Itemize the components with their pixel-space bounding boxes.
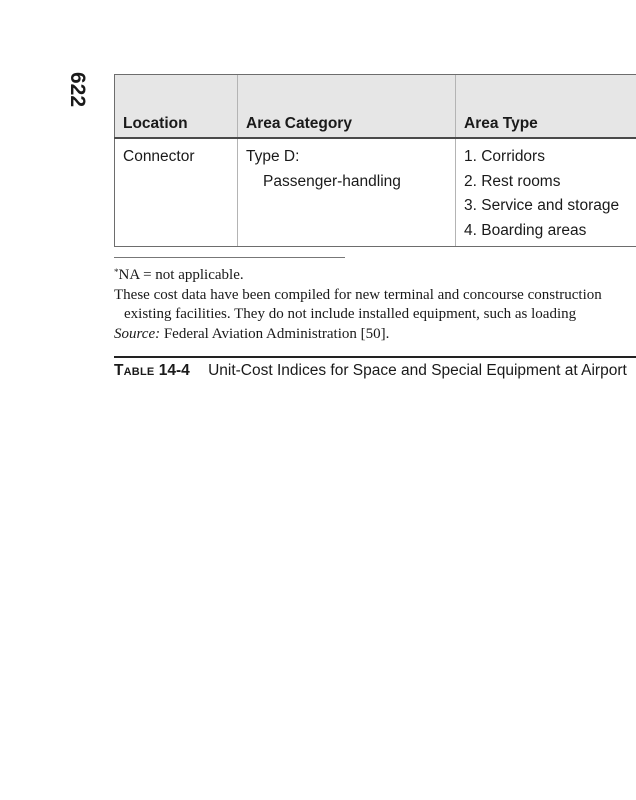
unit-cost-table	[114, 74, 636, 247]
footnote-na	[114, 266, 636, 286]
area-category-cell	[238, 138, 456, 247]
footnote-marker: *	[114, 267, 119, 277]
cost-note-line-1: These cost data have been compiled for new terminal and concourse construction	[114, 286, 602, 303]
source-text: Federal Aviation Administration [50].	[163, 325, 390, 342]
footnote-divider	[114, 257, 345, 258]
category-type: Type D:	[246, 148, 300, 165]
location-value: Connector	[123, 148, 195, 165]
column-header-location: Location	[115, 75, 238, 139]
source-label: Source:	[114, 325, 161, 342]
area-type-item: 4. Boarding areas	[464, 221, 587, 239]
data-table	[114, 74, 636, 247]
caption-label: Table	[114, 362, 155, 379]
location-cell	[115, 138, 238, 247]
table-row	[115, 138, 636, 247]
area-type-item: 1. Corridors	[464, 148, 545, 165]
column-header-area-category: Area Category	[238, 75, 456, 139]
table-notes	[114, 266, 636, 344]
area-type-item: 2. Rest rooms	[464, 172, 561, 190]
cost-note-line-2: existing facilities. They do not include installed equipment, such as loading	[124, 306, 577, 322]
table-header-row	[115, 75, 636, 139]
area-type-cell	[456, 138, 636, 247]
category-description: Passenger-handling	[263, 172, 401, 190]
source-note	[114, 325, 636, 345]
page-number: 622	[66, 72, 89, 108]
area-type-item: 3. Service and storage	[464, 197, 620, 214]
caption-title: Unit-Cost Indices for Space and Special Equipment at Airport	[208, 362, 627, 379]
table-caption	[114, 356, 636, 380]
caption-number: 14-4	[158, 362, 190, 379]
column-header-area-type: Area Type	[456, 75, 636, 139]
footnote-text: NA = not applicable.	[118, 267, 244, 283]
